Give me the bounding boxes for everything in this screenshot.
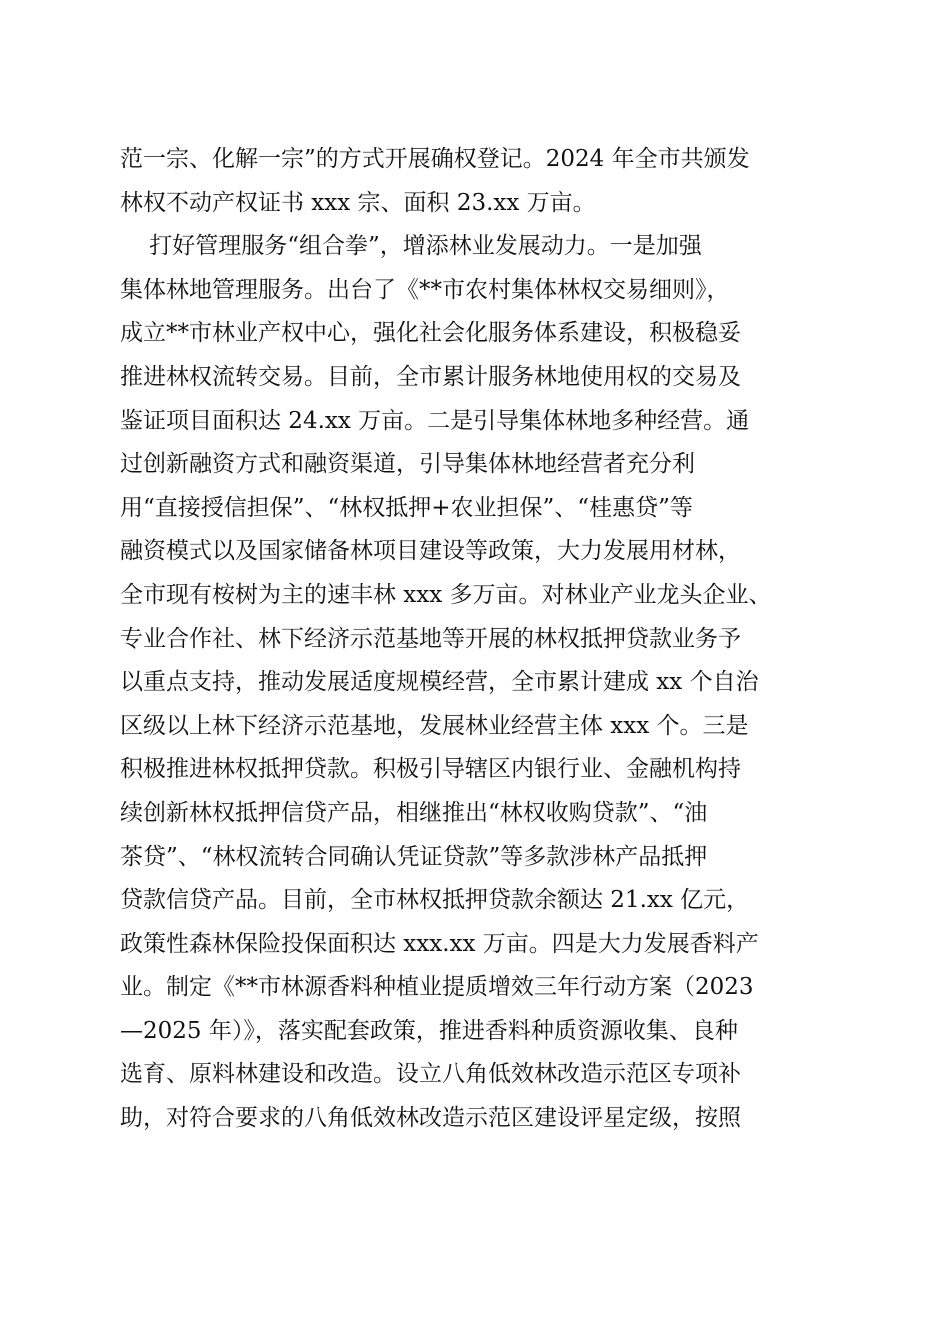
text-line: 助，对符合要求的八角低效林改造示范区建设评星定级，按照	[120, 1105, 741, 1132]
text-line: —2025 年）》，落实配套政策，推进香料种质资源收集、良种	[120, 1017, 738, 1044]
text-line: 范一宗、化解一宗”的方式开展确权登记。2024 年全市共颁发	[120, 146, 750, 172]
text-line: 集体林地管理服务。出台了《**市农村集体林权交易细则》，	[120, 276, 730, 303]
text-line: 过创新融资方式和融资渠道，引导集体林地经营者充分利	[120, 451, 695, 478]
text-line: 积极推进林权抵押贷款。积极引导辖区内银行业、金融机构持	[120, 756, 741, 783]
text-line: 政策性森林保险投保面积达 xxx.xx 万亩。四是大力发展香料产	[120, 930, 759, 957]
text-line: 贷款信贷产品。目前，全市林权抵押贷款余额达 21.xx 亿元，	[120, 887, 750, 914]
text-line: 以重点支持，推动发展适度规模经营，全市累计建成 xx 个自治	[120, 669, 759, 696]
text-line: 选育、原料林建设和改造。设立八角低效林改造示范区专项补	[120, 1061, 741, 1088]
text-line: 成立**市林业产权中心，强化社会化服务体系建设，积极稳妥	[120, 320, 741, 347]
body-text	[120, 138, 840, 1141]
text-line: 推进林权流转交易。目前，全市累计服务林地使用权的交易及	[120, 363, 741, 390]
text-line: 业。制定《**市林源香料种植业提质增效三年行动方案（2023	[120, 974, 754, 1001]
text-line: 打好管理服务“组合拳”，增添林业发展动力。一是加强	[120, 233, 702, 260]
text-line: 茶贷”、“林权流转合同确认凭证贷款”等多款涉林产品抵押	[120, 843, 708, 870]
text-line: 全市现有桉树为主的速丰林 xxx 多万亩。对林业产业龙头企业、	[120, 581, 772, 608]
text-line: 区级以上林下经济示范基地，发展林业经营主体 xxx 个。三是	[120, 712, 749, 739]
text-line: 用“直接授信担保”、“林权抵押+农业担保”、“桂惠贷”等	[120, 494, 693, 521]
text-line: 林权不动产权证书 xxx 宗、面积 23.xx 万亩。	[120, 189, 596, 216]
text-line: 专业合作社、林下经济示范基地等开展的林权抵押贷款业务予	[120, 625, 741, 652]
text-line: 鉴证项目面积达 24.xx 万亩。二是引导集体林地多种经营。通	[120, 407, 750, 434]
text-line: 续创新林权抵押信贷产品，相继推出“林权收购贷款”、“油	[120, 799, 708, 826]
text-line: 融资模式以及国家储备林项目建设等政策，大力发展用材林，	[120, 538, 741, 565]
